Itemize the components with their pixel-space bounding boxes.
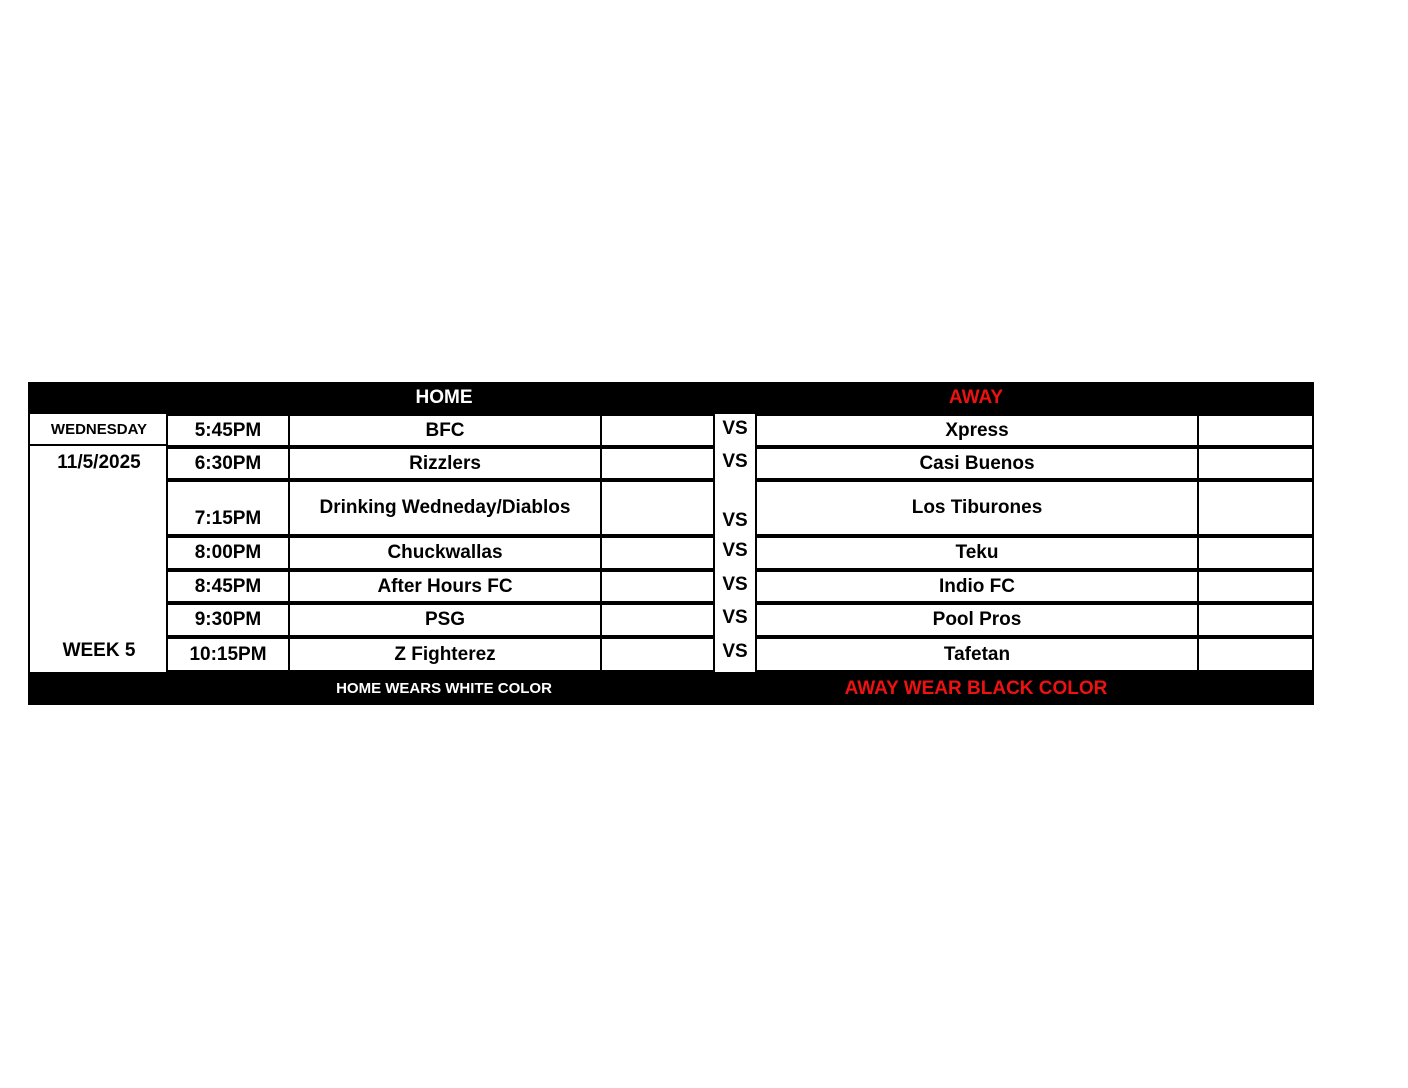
vs-label: VS [722,418,748,439]
away-team: Tafetan [755,637,1197,672]
home-score-cell [600,414,715,447]
game-time: 8:45PM [166,570,288,603]
game-row [166,414,1314,447]
day-label: WEDNESDAY [30,414,168,446]
away-team: Xpress [755,414,1197,447]
vs-label: VS [722,607,748,628]
away-score-cell [1197,570,1314,603]
home-team: Z Fighterez [288,637,600,672]
home-team: BFC [288,414,600,447]
home-team: After Hours FC [288,570,600,603]
vs-label: VS [722,540,748,561]
game-row [166,637,1314,672]
vs-label: VS [722,574,748,595]
game-row [166,480,1314,536]
home-score-cell [600,637,715,672]
game-row [166,536,1314,570]
game-time: 10:15PM [166,637,288,672]
home-team: Drinking Wedneday/Diablos [288,480,600,536]
home-score-cell [600,480,715,536]
vs-label: VS [722,510,748,531]
home-team: Rizzlers [288,447,600,480]
home-score-cell [600,603,715,637]
away-score-cell [1197,536,1314,570]
away-team: Los Tiburones [755,480,1197,536]
vs-label: VS [722,451,748,472]
home-team: Chuckwallas [288,536,600,570]
game-row [166,603,1314,637]
away-uniform-note: AWAY WEAR BLACK COLOR [844,677,1108,699]
game-time: 5:45PM [166,414,288,447]
game-time: 9:30PM [166,603,288,637]
home-score-cell [600,536,715,570]
home-team: PSG [288,603,600,637]
away-score-cell [1197,603,1314,637]
away-score-cell [1197,637,1314,672]
away-team: Indio FC [755,570,1197,603]
footer-band [28,672,1314,705]
game-row [166,570,1314,603]
header-band [28,382,1314,414]
game-time: 6:30PM [166,447,288,480]
away-score-cell [1197,480,1314,536]
game-time: 8:00PM [166,536,288,570]
away-team: Casi Buenos [755,447,1197,480]
home-column-header: HOME [415,387,473,408]
away-team: Teku [755,536,1197,570]
away-team: Pool Pros [755,603,1197,637]
home-score-cell [600,447,715,480]
home-score-cell [600,570,715,603]
date-label: 11/5/2025 [57,452,141,473]
away-score-cell [1197,447,1314,480]
matchday-info [28,414,166,672]
vs-label: VS [722,641,748,662]
home-uniform-note: HOME WEARS WHITE COLOR [336,680,552,697]
week-label: WEEK 5 [62,640,136,661]
game-time: 7:15PM [166,480,288,536]
game-row [166,447,1314,480]
schedule-table [28,382,1314,705]
away-column-header: AWAY [948,387,1004,408]
away-score-cell [1197,414,1314,447]
